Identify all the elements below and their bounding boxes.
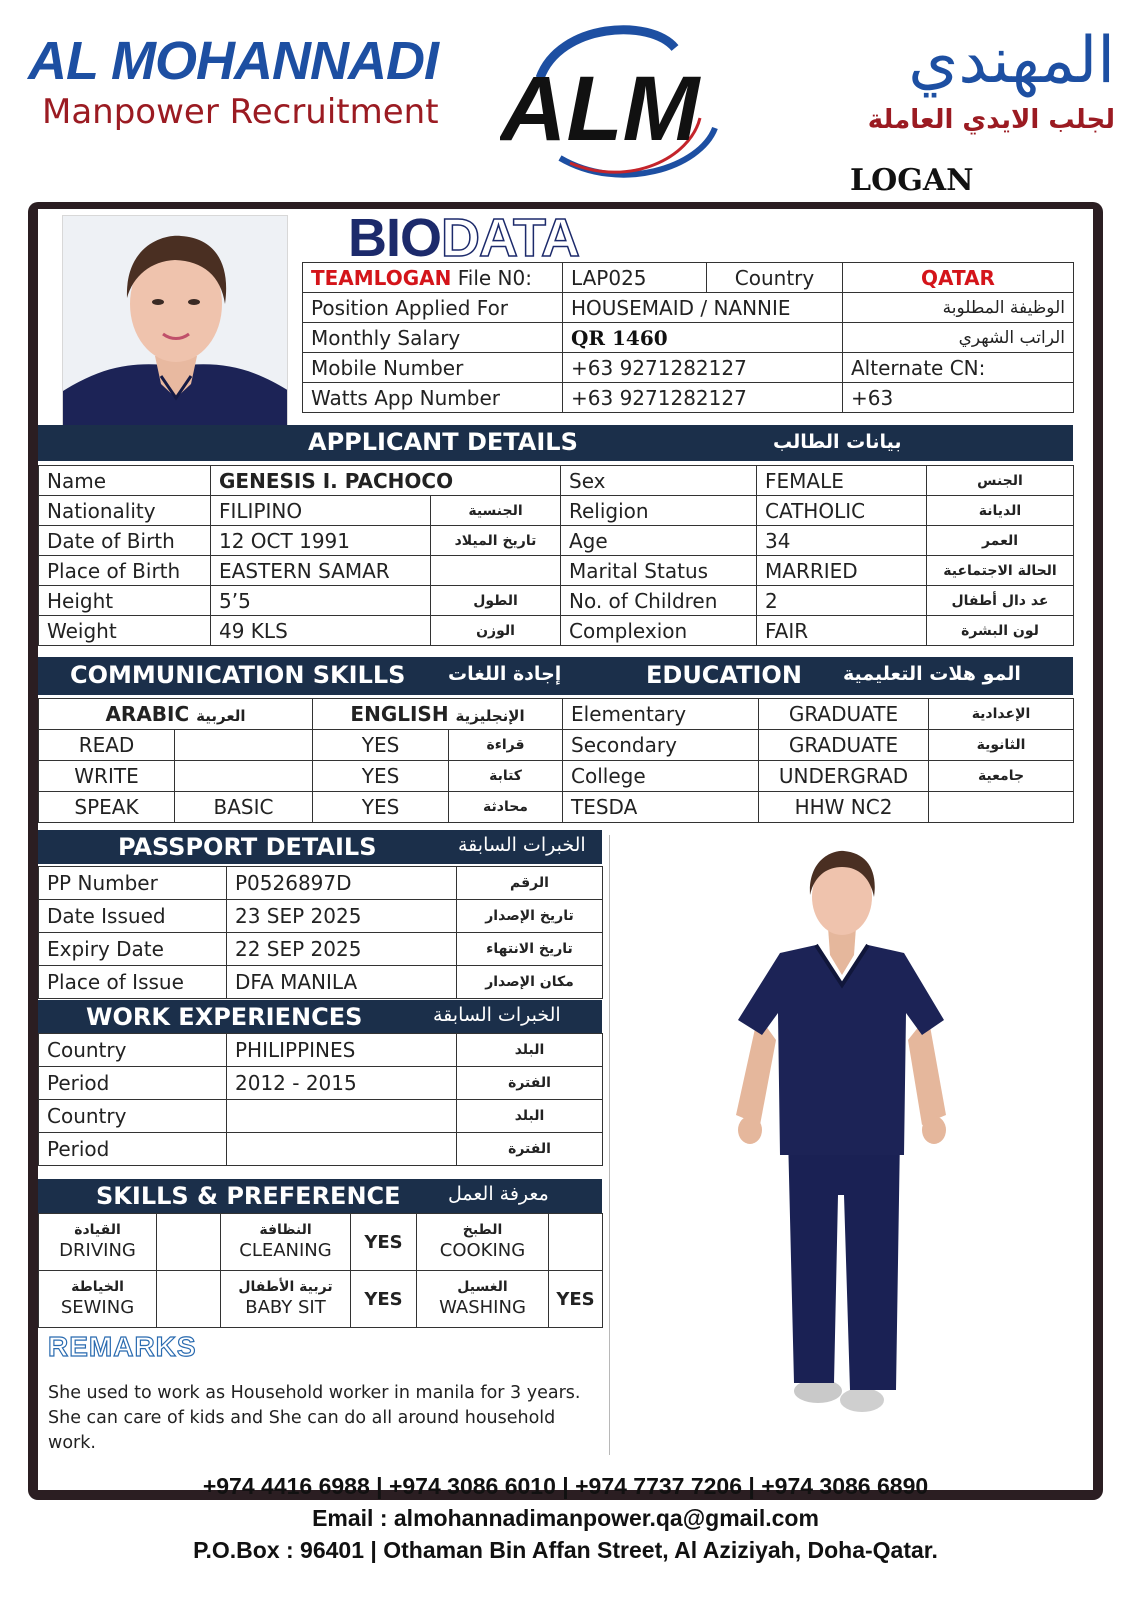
field-label: Date Issued xyxy=(39,900,227,933)
field-value: DFA MANILA xyxy=(227,966,457,999)
file-no-label xyxy=(303,263,563,293)
field-value xyxy=(227,1133,457,1166)
work-row xyxy=(39,1067,603,1100)
full-body-photo xyxy=(609,835,1073,1455)
brand-english xyxy=(28,30,498,132)
position-label-arabic: الوظيفة المطلوبة xyxy=(843,293,1074,323)
mobile-value: +63 9271282127 xyxy=(563,353,843,383)
brand-name: AL MOHANNADI xyxy=(28,31,438,91)
skill-cooking-arabic: الطبخ xyxy=(462,1222,503,1238)
footer-email: Email : almohannadimanpower.qa@gmail.com xyxy=(312,1505,819,1531)
field-label: Religion xyxy=(561,496,757,526)
skill-cleaning xyxy=(221,1214,351,1271)
applicant-row xyxy=(39,616,1074,646)
applicant-details-header xyxy=(38,425,1073,461)
skill-sewing xyxy=(39,1271,157,1328)
whatsapp-label: Watts App Number xyxy=(303,383,563,413)
skills-heading: SKILLS & PREFERENCE xyxy=(96,1182,401,1210)
footer-address: P.O.Box : 96401 | Othaman Bin Affan Street, Al Aziziyah, Doha-Qatar. xyxy=(193,1537,938,1563)
footer-phones: +974 4416 6988 | +974 3086 6010 | +974 7737 7206 | +974 3086 6890 xyxy=(202,1473,929,1499)
passport-table xyxy=(38,866,603,999)
field-value xyxy=(227,1100,457,1133)
field-value: 49 KLS xyxy=(211,616,431,646)
arabic-level xyxy=(175,730,313,761)
position-value: HOUSEMAID / NANNIE xyxy=(563,293,843,323)
portrait-photo xyxy=(62,215,288,428)
passport-row xyxy=(39,933,603,966)
field-label-arabic: الفترة xyxy=(457,1067,603,1100)
title-bio: BIO xyxy=(348,208,442,268)
skill-sewing-arabic: الخياطة xyxy=(71,1279,124,1295)
brand-arabic xyxy=(745,22,1115,140)
field-label-arabic: الحالة الاجتماعية xyxy=(927,556,1074,586)
alternate-value: +63 xyxy=(843,383,1074,413)
language-skills-table xyxy=(38,698,563,823)
field-value: 12 OCT 1991 xyxy=(211,526,431,556)
field-label: PP Number xyxy=(39,867,227,900)
applicant-row xyxy=(39,496,1074,526)
agency-name: TEAMLOGAN xyxy=(311,265,452,290)
field-label: Sex xyxy=(561,466,757,496)
applicant-heading-arabic: بيانات الطالب xyxy=(773,431,902,453)
language-skill-arabic: محادثة xyxy=(449,792,563,823)
communication-heading: COMMUNICATION SKILLS xyxy=(70,661,406,689)
education-level: Elementary xyxy=(563,699,759,730)
passport-row xyxy=(39,867,603,900)
passport-heading-arabic: الخبرات السابقة xyxy=(458,834,586,856)
field-label-arabic: الطول xyxy=(431,586,561,616)
applicant-heading: APPLICANT DETAILS xyxy=(308,428,578,456)
education-row xyxy=(563,730,1074,761)
salary-value: QR 1460 xyxy=(563,323,843,353)
skill-babysit-label: BABY SIT xyxy=(245,1297,326,1318)
skill-driving-value xyxy=(157,1214,221,1271)
english-label-arabic: الإنجليزية xyxy=(455,707,525,725)
work-row xyxy=(39,1034,603,1067)
salary-label-arabic: الراتب الشهري xyxy=(843,323,1074,353)
applicant-details-table xyxy=(38,465,1074,646)
skill-washing xyxy=(417,1271,549,1328)
english-level: YES xyxy=(313,761,449,792)
field-value: P0526897D xyxy=(227,867,457,900)
arabic-level: BASIC xyxy=(175,792,313,823)
language-skill: READ xyxy=(39,730,175,761)
skill-washing-value: YES xyxy=(549,1271,603,1328)
logo-text: ALM xyxy=(500,58,700,160)
work-row xyxy=(39,1133,603,1166)
skill-cleaning-arabic: النظافة xyxy=(259,1222,312,1238)
biodata-card xyxy=(28,202,1103,1500)
title-data: DATA xyxy=(441,208,579,268)
field-value: MARRIED xyxy=(757,556,927,586)
field-value: FEMALE xyxy=(757,466,927,496)
field-value: 34 xyxy=(757,526,927,556)
field-value: 23 SEP 2025 xyxy=(227,900,457,933)
field-label: Country xyxy=(39,1034,227,1067)
education-status: UNDERGRAD xyxy=(759,761,929,792)
education-table xyxy=(562,698,1074,823)
alternate-label: Alternate CN: xyxy=(843,353,1074,383)
work-experience-table xyxy=(38,1033,603,1166)
skills-heading-arabic: معرفة العمل xyxy=(448,1183,549,1205)
education-level-arabic: الثانوية xyxy=(929,730,1074,761)
applicant-name: GENESIS I. PACHOCO xyxy=(211,466,561,496)
remarks-text: She used to work as Household worker in manila for 3 years. She can care of kids and She can do all around household work. xyxy=(48,1383,581,1453)
field-value: EASTERN SAMAR xyxy=(211,556,431,586)
field-label: Age xyxy=(561,526,757,556)
passport-row xyxy=(39,966,603,999)
alm-logo-icon xyxy=(500,18,730,178)
field-label-arabic: تاريخ الميلاد xyxy=(431,526,561,556)
field-label: Place of Birth xyxy=(39,556,211,586)
skill-cooking-value xyxy=(549,1214,603,1271)
skills-header xyxy=(38,1179,602,1213)
field-label: Place of Issue xyxy=(39,966,227,999)
footer xyxy=(0,1470,1131,1566)
field-label: Expiry Date xyxy=(39,933,227,966)
field-label-arabic: الفترة xyxy=(457,1133,603,1166)
field-value: 2 xyxy=(757,586,927,616)
passport-heading: PASSPORT DETAILS xyxy=(118,833,377,861)
skill-cleaning-value: YES xyxy=(351,1214,417,1271)
language-row xyxy=(39,761,563,792)
education-row xyxy=(563,761,1074,792)
arabic-label: ARABIC xyxy=(105,702,190,726)
language-row xyxy=(39,792,563,823)
english-level: YES xyxy=(313,792,449,823)
mobile-label: Mobile Number xyxy=(303,353,563,383)
field-label: No. of Children xyxy=(561,586,757,616)
file-no-value: LAP025 xyxy=(563,263,707,293)
skill-cleaning-label: CLEANING xyxy=(239,1240,332,1261)
field-label: Complexion xyxy=(561,616,757,646)
field-label-arabic: تاريخ الإصدار xyxy=(457,900,603,933)
field-label: Marital Status xyxy=(561,556,757,586)
education-level: TESDA xyxy=(563,792,759,823)
work-experience-header xyxy=(38,1000,602,1034)
arabic-level xyxy=(175,761,313,792)
skill-washing-arabic: الغسيل xyxy=(457,1279,508,1295)
country-label: Country xyxy=(707,263,843,293)
field-label-arabic: لون البشرة xyxy=(927,616,1074,646)
applicant-row xyxy=(39,556,1074,586)
english-level: YES xyxy=(313,730,449,761)
skill-driving-arabic: القيادة xyxy=(74,1222,121,1238)
english-language-header xyxy=(313,699,563,730)
field-label-arabic: البلد xyxy=(457,1034,603,1067)
education-row xyxy=(563,699,1074,730)
field-label-arabic: مكان الإصدار xyxy=(457,966,603,999)
skill-cooking xyxy=(417,1214,549,1271)
skill-washing-label: WASHING xyxy=(439,1297,526,1318)
field-value: 5’5 xyxy=(211,586,431,616)
field-label-arabic: الرقم xyxy=(457,867,603,900)
work-heading-arabic: الخبرات السابقة xyxy=(433,1004,561,1026)
page-title xyxy=(348,209,579,267)
field-value: 2012 - 2015 xyxy=(227,1067,457,1100)
applicant-row xyxy=(39,526,1074,556)
field-label-arabic: عد دال أطفال xyxy=(927,586,1074,616)
applicant-row xyxy=(39,586,1074,616)
passport-row xyxy=(39,900,603,933)
field-label-arabic: الجنسية xyxy=(431,496,561,526)
brand-name-arabic: المهندي xyxy=(908,24,1115,98)
field-value: PHILIPPINES xyxy=(227,1034,457,1067)
skill-driving xyxy=(39,1214,157,1271)
skill-sewing-label: SEWING xyxy=(60,1297,135,1318)
file-no-caption: File N0: xyxy=(457,265,532,290)
field-label-arabic: البلد xyxy=(457,1100,603,1133)
skill-driving-label: DRIVING xyxy=(59,1240,136,1261)
applicant-row xyxy=(39,466,1074,496)
education-level-arabic xyxy=(929,792,1074,823)
field-label: Period xyxy=(39,1067,227,1100)
field-label-arabic: الديانة xyxy=(927,496,1074,526)
language-skill-arabic: قراءة xyxy=(449,730,563,761)
field-value: FAIR xyxy=(757,616,927,646)
field-label-arabic: العمر xyxy=(927,526,1074,556)
work-heading: WORK EXPERIENCES xyxy=(86,1003,363,1031)
agent-name: LOGAN xyxy=(850,163,974,198)
skill-babysit xyxy=(221,1271,351,1328)
brand-tagline: Manpower Recruitment xyxy=(42,92,439,132)
passport-header xyxy=(38,830,602,864)
field-value: 22 SEP 2025 xyxy=(227,933,457,966)
education-level: College xyxy=(563,761,759,792)
language-row xyxy=(39,730,563,761)
field-label-arabic xyxy=(431,556,561,586)
field-label: Period xyxy=(39,1133,227,1166)
communication-heading-arabic: إجادة اللغات xyxy=(448,663,562,685)
skill-babysit-value: YES xyxy=(351,1271,417,1328)
field-label: Date of Birth xyxy=(39,526,211,556)
country-value: QATAR xyxy=(843,263,1074,293)
field-label: Nationality xyxy=(39,496,211,526)
field-label: Country xyxy=(39,1100,227,1133)
work-row xyxy=(39,1100,603,1133)
field-label-arabic: الجنس xyxy=(927,466,1074,496)
whatsapp-value: +63 9271282127 xyxy=(563,383,843,413)
file-info-table xyxy=(302,262,1074,413)
english-label: ENGLISH xyxy=(350,702,449,726)
field-label-arabic: تاريخ الانتهاء xyxy=(457,933,603,966)
field-value: FILIPINO xyxy=(211,496,431,526)
skill-cooking-label: COOKING xyxy=(439,1240,526,1261)
education-level: Secondary xyxy=(563,730,759,761)
language-skill: SPEAK xyxy=(39,792,175,823)
position-label: Position Applied For xyxy=(303,293,563,323)
field-label-arabic: الوزن xyxy=(431,616,561,646)
field-label: Weight xyxy=(39,616,211,646)
education-heading-arabic: المو هلات التعليمية xyxy=(843,663,1021,685)
language-skill: WRITE xyxy=(39,761,175,792)
field-label: Height xyxy=(39,586,211,616)
remarks-heading: REMARKS xyxy=(48,1331,197,1362)
skill-sewing-value xyxy=(157,1271,221,1328)
education-status: GRADUATE xyxy=(759,730,929,761)
skills-table xyxy=(38,1213,603,1328)
brand-tagline-arabic: لجلب الايدي العاملة xyxy=(867,105,1115,135)
arabic-label-arabic: العربية xyxy=(196,707,246,725)
arabic-language-header xyxy=(39,699,313,730)
education-level-arabic: جامعية xyxy=(929,761,1074,792)
skills-education-header xyxy=(38,657,1073,695)
education-heading: EDUCATION xyxy=(646,661,802,689)
field-label: Name xyxy=(39,466,211,496)
field-value: CATHOLIC xyxy=(757,496,927,526)
education-row xyxy=(563,792,1074,823)
salary-label: Monthly Salary xyxy=(303,323,563,353)
education-level-arabic: الإعدادية xyxy=(929,699,1074,730)
skill-babysit-arabic: تربية الأطفال xyxy=(238,1279,333,1295)
language-skill-arabic: كتابة xyxy=(449,761,563,792)
education-status: HHW NC2 xyxy=(759,792,929,823)
education-status: GRADUATE xyxy=(759,699,929,730)
